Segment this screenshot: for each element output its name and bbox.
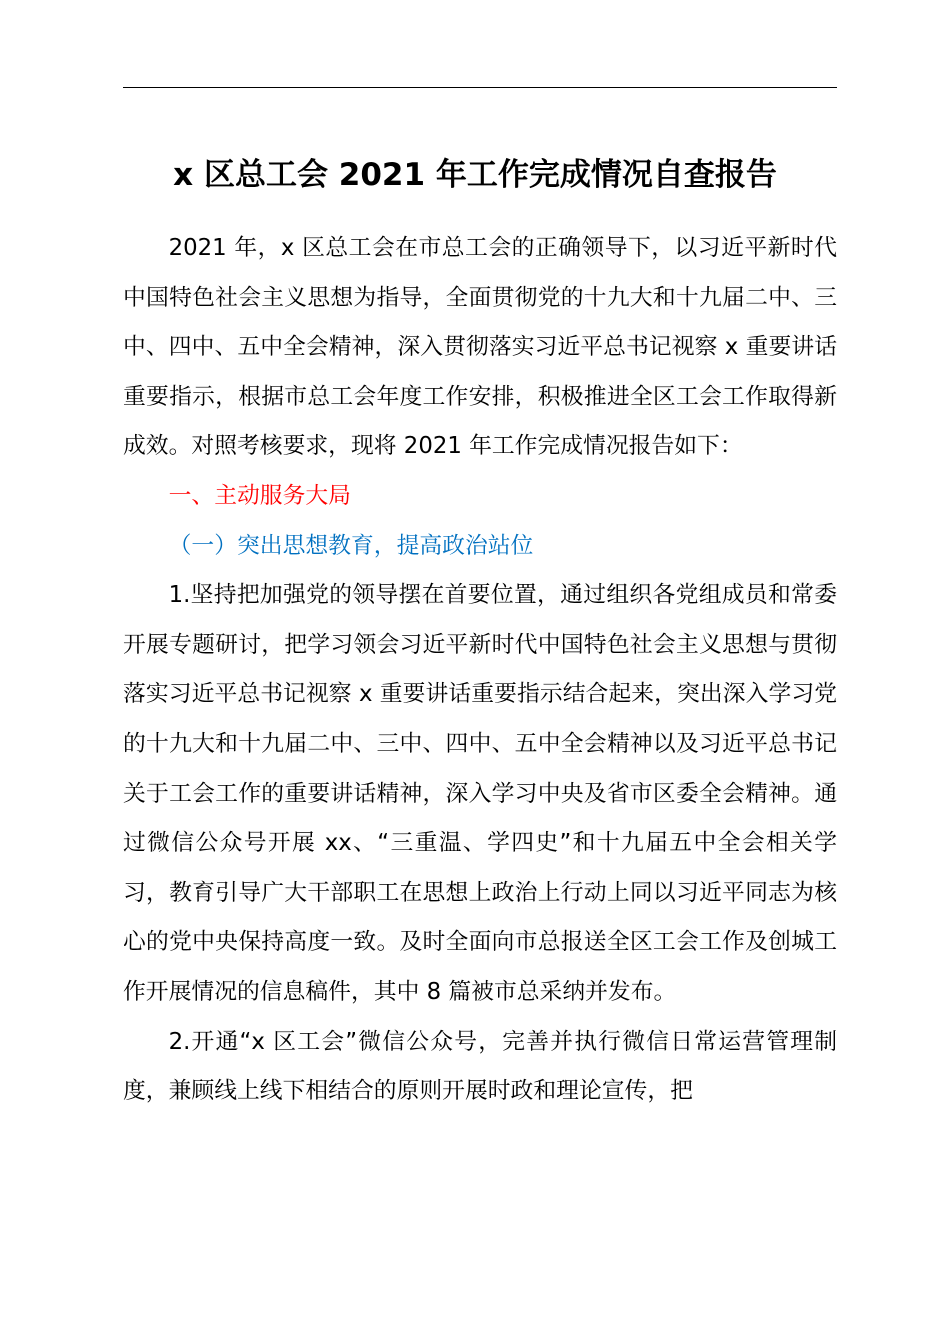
subsection-heading: （一）突出思想教育，提高政治站位 (168, 532, 534, 559)
paragraph-item-2: 2.开通“x 区工会”微信公众号，完善并执行微信日常运营管理制度，兼顾线上线下相结合的原则开展时政和理论宣传，把 (123, 1028, 837, 1105)
header-rule (123, 87, 837, 88)
intro-paragraph: 2021 年，x 区总工会在市总工会的正确领导下，以习近平新时代中国特色社会主义思想为指导，全面贯彻党的十九大和十九届二中、三中、四中、五中全会精神，深入贯彻落实习近平总书记视察 x 重要讲话重要指示，根据市总工会年度工作安排，积极推进全区工会工作取得新成效。对照考核要求，现将 2021 年工作完成情况报告如下： (123, 235, 837, 460)
document-title: x 区总工会 2021 年工作完成情况自查报告 (173, 157, 777, 193)
paragraph-item-1: 1.坚持把加强党的领导摆在首要位置，通过组织各党组成员和常委开展专题研讨，把学习领会习近平新时代中国特色社会主义思想与贯彻落实习近平总书记视察 x 重要讲话重要指示结合起来，突出深入学习党的十九大和十九届二中、三中、四中、五中全会精神以及习近平总书记关于工会工作的重要讲话精神，深入学习中央及省市区委全会精神。通过微信公众号开展 xx、“三重温、学四史”和十九届五中全会相关学习，教育引导广大干部职工在思想上政治上行动上同以习近平同志为核心的党中央保持高度一致。及时全面向市总报送全区工会工作及创城工作开展情况的信息稿件，其中 8 篇被市总采纳并发布。 (123, 582, 837, 1005)
section-heading: 一、主动服务大局 (168, 482, 351, 509)
document-body (123, 224, 837, 1117)
